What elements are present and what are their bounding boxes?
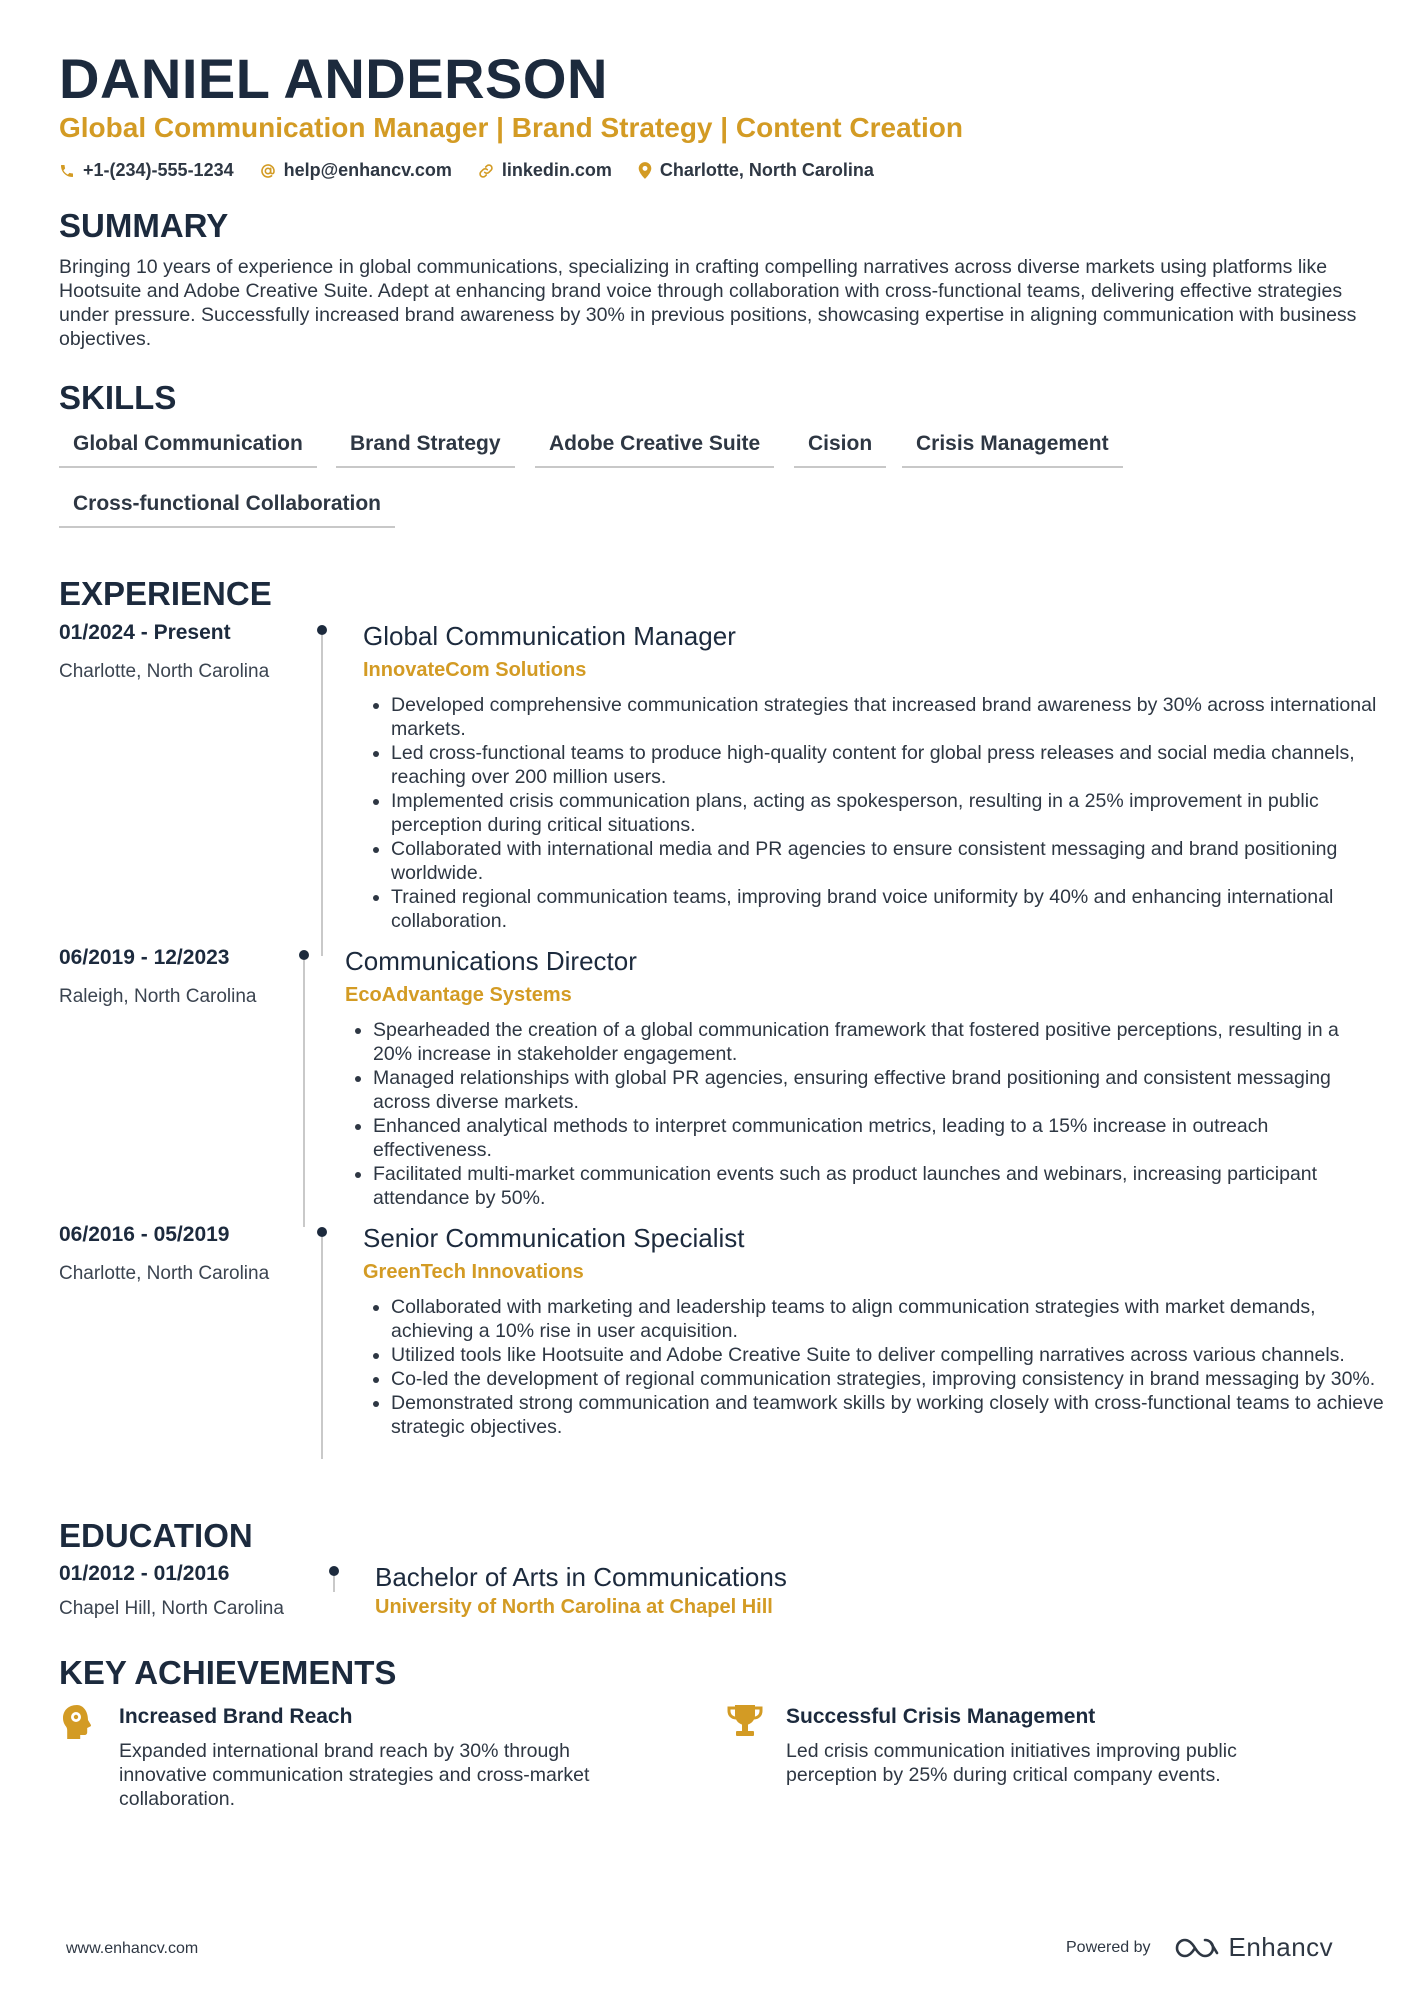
education-location: Chapel Hill, North Carolina xyxy=(59,1598,284,1619)
powered-by-label: Powered by xyxy=(1066,1938,1151,1956)
skill-tag: Brand Strategy xyxy=(336,428,515,468)
job-bullets xyxy=(363,1295,1391,1439)
skills-heading: SKILLS xyxy=(59,379,177,416)
experience-heading: EXPERIENCE xyxy=(59,575,272,612)
achievement-description: Expanded international brand reach by 30% through innovative communication strategies and cross-market collaboration. xyxy=(119,1740,590,1810)
skill-tag: Global Communication xyxy=(59,428,317,468)
education-date: 01/2012 - 01/2016 xyxy=(59,1562,230,1585)
link-icon xyxy=(478,163,494,179)
at-icon xyxy=(260,163,276,179)
education-entry xyxy=(59,1562,1359,1632)
job-bullets xyxy=(345,1018,1383,1210)
contact-linkedin[interactable] xyxy=(478,160,612,181)
timeline-dot xyxy=(317,1227,327,1237)
job-date: 06/2016 - 05/2019 xyxy=(59,1223,230,1246)
brand-logo[interactable] xyxy=(1175,1932,1334,1963)
timeline-line xyxy=(333,1576,335,1592)
timeline-dot xyxy=(329,1566,339,1576)
job-bullet: • Facilitated multi-market communication events such as product launches and webinars, increasing participant attendance by 50%. xyxy=(373,1162,1383,1210)
job-bullet: • Collaborated with international media and PR agencies to ensure consistent messaging and brand positioning worldwide. xyxy=(391,837,1391,885)
contact-linkedin-text: linkedin.com xyxy=(501,160,612,180)
job-date: 01/2024 - Present xyxy=(59,621,231,644)
job-title: Communications Director xyxy=(345,946,637,976)
brand-name: Enhancv xyxy=(1228,1932,1334,1962)
achievement-title: Increased Brand Reach xyxy=(119,1705,353,1728)
phone-icon xyxy=(59,163,75,179)
job-company: EcoAdvantage Systems xyxy=(345,984,572,1006)
achievement-title: Successful Crisis Management xyxy=(786,1705,1096,1728)
job-bullet: • Enhanced analytical methods to interpret communication metrics, leading to a 15% increase in outreach effectiveness. xyxy=(373,1114,1383,1162)
timeline-line xyxy=(321,1237,323,1459)
job-bullets xyxy=(363,693,1391,933)
job-company: GreenTech Innovations xyxy=(363,1261,584,1283)
education-degree: Bachelor of Arts in Communications xyxy=(375,1562,787,1592)
enhancv-logo-icon xyxy=(1175,1937,1221,1959)
trophy-icon xyxy=(726,1703,764,1739)
timeline-line xyxy=(321,635,323,956)
location-pin-icon xyxy=(638,162,652,179)
job-location: Raleigh, North Carolina xyxy=(59,986,257,1007)
contact-location xyxy=(638,160,874,181)
achievements-heading: KEY ACHIEVEMENTS xyxy=(59,1654,397,1691)
education-heading: EDUCATION xyxy=(59,1517,253,1554)
education-school: University of North Carolina at Chapel Hill xyxy=(375,1596,773,1618)
timeline-dot xyxy=(299,950,309,960)
timeline-dot xyxy=(317,625,327,635)
summary-heading: SUMMARY xyxy=(59,207,229,244)
job-bullet: • Spearheaded the creation of a global communication framework that fostered positive perceptions, resulting in a 20% increase in stakeholder engagement. xyxy=(373,1018,1383,1066)
job-bullet: • Collaborated with marketing and leadership teams to align communication strategies with market demands, achieving a 10% rise in user acquisition. xyxy=(391,1295,1391,1343)
skill-tag: Crisis Management xyxy=(902,428,1123,468)
job-bullet: • Co-led the development of regional communication strategies, improving consistency in brand messaging by 30%. xyxy=(391,1367,1391,1391)
candidate-name: DANIEL ANDERSON xyxy=(59,47,608,110)
job-title: Senior Communication Specialist xyxy=(363,1223,745,1253)
job-bullet: • Trained regional communication teams, improving brand voice uniformity by 40% and enhancing international collaboration. xyxy=(391,885,1391,933)
footer-website[interactable]: www.enhancv.com xyxy=(66,1940,199,1957)
job-bullet: • Managed relationships with global PR agencies, ensuring effective brand positioning and consistent messaging across diverse markets. xyxy=(373,1066,1383,1114)
candidate-tagline: Global Communication Manager | Brand Strategy | Content Creation xyxy=(59,112,963,143)
achievement-description: Led crisis communication initiatives improving public perception by 25% during critical company events. xyxy=(786,1740,1237,1786)
job-date: 06/2019 - 12/2023 xyxy=(59,946,230,969)
contact-phone-text: +1-(234)-555-1234 xyxy=(83,160,234,180)
job-bullet: • Led cross-functional teams to produce high-quality content for global press releases and social media channels, reaching over 200 million users. xyxy=(391,741,1391,789)
contact-bar xyxy=(59,160,874,181)
experience-entry xyxy=(59,1223,1384,1493)
head-icon xyxy=(59,1703,95,1741)
job-location: Charlotte, North Carolina xyxy=(59,661,270,682)
footer-branding xyxy=(1066,1932,1333,1963)
skill-tag: Adobe Creative Suite xyxy=(535,428,774,468)
experience-entry xyxy=(59,946,1359,1216)
contact-phone[interactable] xyxy=(59,160,234,181)
summary-text: Bringing 10 years of experience in global communications, specializing in crafting compelling narratives across diverse markets using platforms like Hootsuite and Adobe Creative Suite. Adept at enhancing brand voice through collaboration with cross-functional teams, delivering effective strategies under pressure. Successfully increased brand awareness by 30% in previous positions, showcasing expertise in aligning communication with business objectives. xyxy=(59,256,1357,350)
job-bullet: • Implemented crisis communication plans, acting as spokesperson, resulting in a 25% improvement in public perception during critical situations. xyxy=(391,789,1391,837)
skill-tag: Cross-functional Collaboration xyxy=(59,488,395,528)
contact-email-text: help@enhancv.com xyxy=(283,160,452,180)
job-bullet: • Demonstrated strong communication and teamwork skills by working closely with cross-functional teams to achieve strategic objectives. xyxy=(391,1391,1391,1439)
job-company: InnovateCom Solutions xyxy=(363,659,587,681)
job-title: Global Communication Manager xyxy=(363,621,736,651)
job-bullet: • Utilized tools like Hootsuite and Adobe Creative Suite to deliver compelling narratives across various channels. xyxy=(391,1343,1391,1367)
experience-entry xyxy=(59,621,1377,941)
skill-tag: Cision xyxy=(794,428,886,468)
timeline-line xyxy=(303,960,305,1227)
job-location: Charlotte, North Carolina xyxy=(59,1263,270,1284)
contact-location-text: Charlotte, North Carolina xyxy=(659,160,874,180)
job-bullet: • Developed comprehensive communication strategies that increased brand awareness by 30% across international markets. xyxy=(391,693,1391,741)
contact-email[interactable] xyxy=(260,160,452,181)
